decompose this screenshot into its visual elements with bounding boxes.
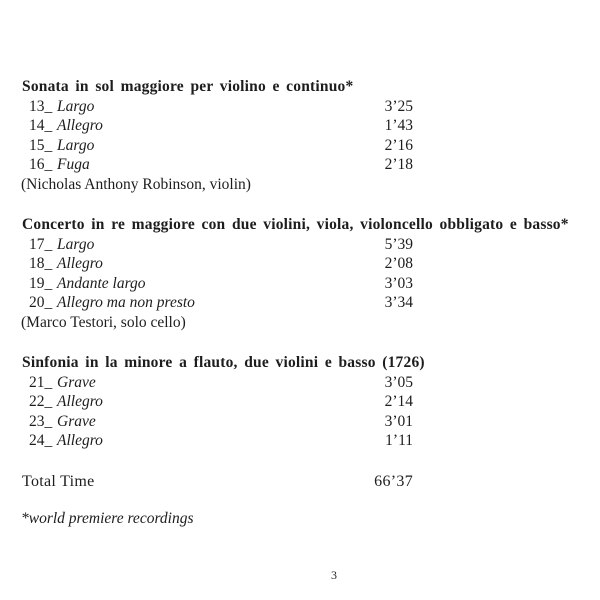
track-number: 21_ bbox=[29, 374, 53, 392]
track-row bbox=[22, 254, 413, 273]
track-tempo: Andante largo bbox=[57, 274, 146, 292]
track-tempo: Allegro ma non presto bbox=[57, 294, 195, 312]
track-time: 3’05 bbox=[384, 374, 413, 392]
section-sinfonia bbox=[22, 353, 592, 451]
track-number: 19_ bbox=[29, 274, 53, 292]
page-number: 3 bbox=[331, 568, 337, 582]
track-tempo: Grave bbox=[57, 412, 96, 430]
section-sonata bbox=[22, 77, 592, 194]
track-row bbox=[22, 392, 413, 411]
track-tempo: Grave bbox=[57, 374, 96, 392]
track-time: 5’39 bbox=[384, 236, 413, 254]
section-title: Concerto in re maggiore con due violini, viola, violoncello obbligato e basso* bbox=[22, 216, 569, 234]
total-time-value: 66’37 bbox=[374, 472, 413, 490]
track-row bbox=[22, 373, 413, 392]
section-title: Sinfonia in la minore a flauto, due violini e basso (1726) bbox=[22, 354, 425, 372]
track-number: 24_ bbox=[29, 432, 53, 450]
section-concerto bbox=[22, 215, 592, 332]
track-row bbox=[22, 155, 413, 174]
track-number: 17_ bbox=[29, 236, 53, 254]
track-tempo: Allegro bbox=[57, 255, 103, 273]
track-number: 18_ bbox=[29, 255, 53, 273]
tracklist-content bbox=[22, 77, 592, 529]
track-row bbox=[22, 97, 413, 116]
track-tempo: Fuga bbox=[57, 156, 90, 174]
track-tempo: Allegro bbox=[57, 393, 103, 411]
track-time: 1’11 bbox=[385, 432, 413, 450]
track-row bbox=[22, 136, 413, 155]
track-number: 23_ bbox=[29, 412, 53, 430]
track-tempo: Largo bbox=[57, 236, 95, 254]
track-tempo: Allegro bbox=[57, 432, 103, 450]
track-time: 2’08 bbox=[384, 255, 413, 273]
track-time: 1’43 bbox=[384, 117, 413, 135]
track-row bbox=[22, 274, 413, 293]
track-time: 3’34 bbox=[384, 294, 413, 312]
track-row bbox=[22, 116, 413, 135]
track-number: 20_ bbox=[29, 294, 53, 312]
track-number: 15_ bbox=[29, 136, 53, 154]
performer-note: (Marco Testori, solo cello) bbox=[21, 313, 186, 331]
track-time: 2’18 bbox=[384, 156, 413, 174]
track-number: 22_ bbox=[29, 393, 53, 411]
track-tempo: Largo bbox=[57, 136, 95, 154]
world-premiere-footnote: *world premiere recordings bbox=[21, 509, 194, 527]
track-number: 16_ bbox=[29, 156, 53, 174]
track-time: 3’01 bbox=[384, 412, 413, 430]
total-time-row bbox=[22, 472, 413, 492]
track-row bbox=[22, 412, 413, 431]
total-time-label: Total Time bbox=[22, 472, 95, 490]
track-time: 2’14 bbox=[384, 393, 413, 411]
track-tempo: Allegro bbox=[57, 117, 103, 135]
track-number: 13_ bbox=[29, 98, 53, 115]
track-row bbox=[22, 431, 413, 450]
track-row bbox=[22, 235, 413, 254]
track-time: 3’03 bbox=[384, 274, 413, 292]
track-time: 3’25 bbox=[384, 98, 413, 115]
track-number: 14_ bbox=[29, 117, 53, 135]
section-title: Sonata in sol maggiore per violino e continuo* bbox=[22, 78, 354, 95]
track-time: 2’16 bbox=[384, 136, 413, 154]
track-row bbox=[22, 293, 413, 312]
performer-note: (Nicholas Anthony Robinson, violin) bbox=[21, 175, 251, 193]
track-tempo: Largo bbox=[57, 98, 95, 115]
